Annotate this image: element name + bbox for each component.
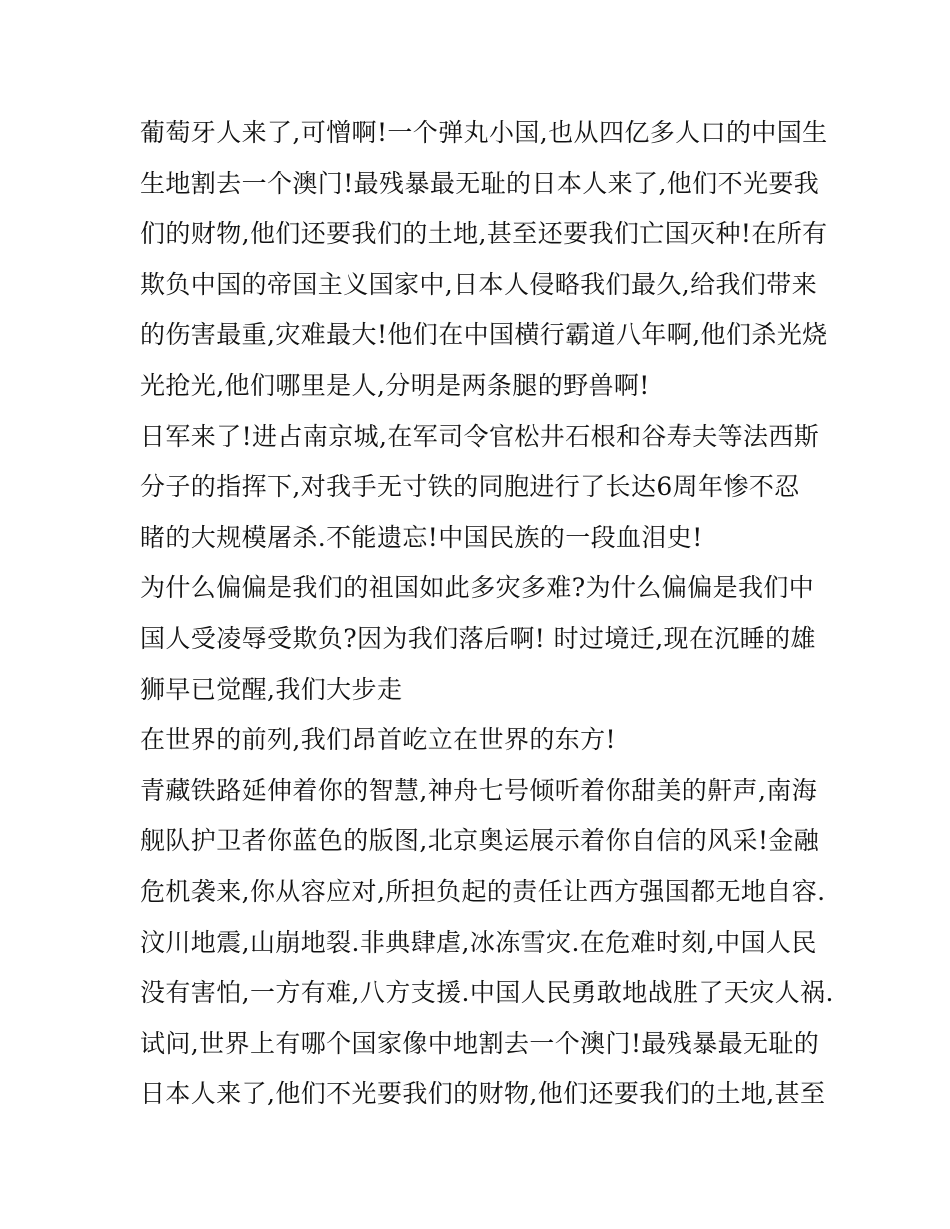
text-line: 的伤害最重,灾难最大!他们在中国横行霸道八年啊,他们杀光烧	[140, 320, 828, 350]
text-line: 国人受凌辱受欺负?因为我们落后啊! 时过境迁,现在沉睡的雄	[140, 623, 816, 653]
text-line: 青藏铁路延伸着你的智慧,神舟七号倾听着你甜美的鼾声,南海	[140, 775, 818, 805]
text-line: 狮早已觉醒,我们大步走	[140, 674, 403, 704]
text-line: 日军来了!进占南京城,在军司令官松井石根和谷寿夫等法西斯	[140, 421, 820, 451]
text-line: 危机袭来,你从容应对,所担负起的责任让西方强国都无地自容.	[140, 876, 826, 906]
text-line: 睹的大规模屠杀.不能遗忘!中国民族的一段血泪史!	[140, 522, 703, 552]
text-line: 欺负中国的帝国主义国家中,日本人侵略我们最久,给我们带来	[140, 269, 818, 299]
text-line: 汶川地震,山崩地裂.非典肆虐,冰冻雪灾.在危难时刻,中国人民	[140, 927, 817, 957]
text-line: 们的财物,他们还要我们的土地,甚至还要我们亡国灭种!在所有	[140, 219, 828, 249]
text-line: 舰队护卫者你蓝色的版图,北京奥运展示着你自信的风采!金融	[140, 826, 820, 856]
text-line: 在世界的前列,我们昂首屹立在世界的东方!	[140, 725, 616, 755]
document-body	[140, 108, 834, 1120]
text-line: 葡萄牙人来了,可憎啊!一个弹丸小国,也从四亿多人口的中国生	[140, 118, 828, 147]
text-line: 没有害怕,一方有难,八方支援.中国人民勇敢地战胜了天灾人祸.	[140, 978, 834, 1008]
text-line: 日本人来了,他们不光要我们的财物,他们还要我们的土地,甚至	[140, 1079, 826, 1109]
text-line: 光抢光,他们哪里是人,分明是两条腿的野兽啊!	[140, 370, 650, 400]
text-line: 为什么偏偏是我们的祖国如此多灾多难?为什么偏偏是我们中	[140, 573, 815, 603]
text-line: 生地割去一个澳门!最残暴最无耻的日本人来了,他们不光要我	[140, 168, 820, 198]
text-line: 分子的指挥下,对我手无寸铁的同胞进行了长达6周年惨不忍	[140, 472, 800, 502]
text-line: 试问,世界上有哪个国家像中地割去一个澳门!最残暴最无耻的	[140, 1028, 820, 1058]
